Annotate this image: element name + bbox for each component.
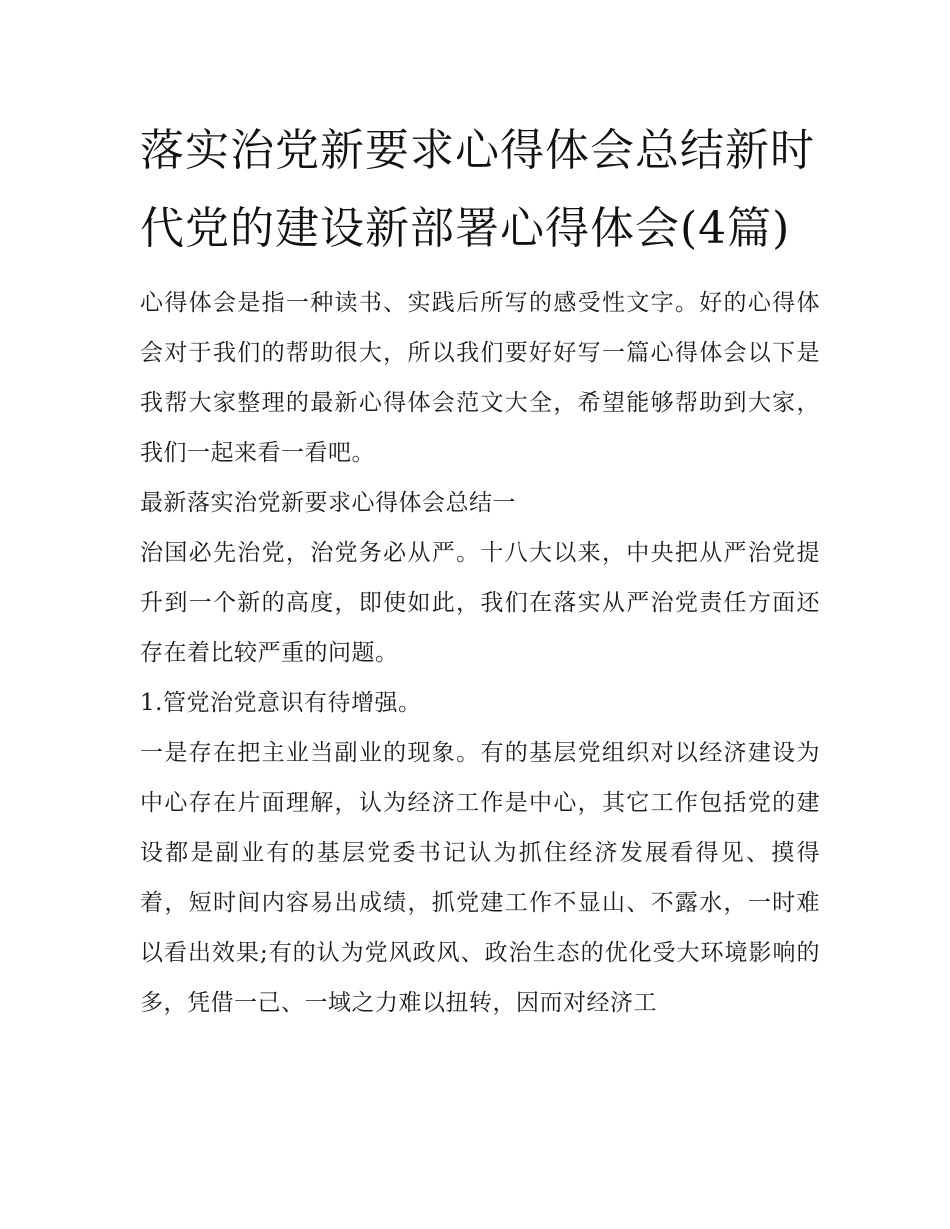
body-paragraph-2: 一是存在把主业当副业的现象。有的基层党组织对以经济建设为中心存在片面理解，认为经济工作是中心，其它工作包括党的建设都是副业有的基层党委书记认为抓住经济发展看得见、摸得着，短时间内容易出成绩，抓党建工作不显山、不露水，一时难以看出效果;有的认为党风政风、政治生态的优化受大环境影响的多，凭借一己、一域之力难以扭转，因而对经济工: [140, 740, 820, 1016]
body-paragraph-1: 治国必先治党，治党务必从严。十八大以来，中央把从严治党提升到一个新的高度，即使如此，我们在落实从严治党责任方面还存在着比较严重的问题。: [140, 540, 820, 666]
document-title: 落实治党新要求心得体会总结新时代党的建设新部署心得体会(4篇): [140, 125, 815, 254]
subheading-1: 1.管党治党意识有待增强。: [140, 690, 422, 716]
intro-paragraph: 心得体会是指一种读书、实践后所写的感受性文字。好的心得体会对于我们的帮助很大，所以我们要好好写一篇心得体会以下是我帮大家整理的最新心得体会范文大全，希望能够帮助到大家，我们一起来看一看吧。: [140, 290, 820, 466]
document-page: [140, 112, 820, 1028]
section-heading: 最新落实治党新要求心得体会总结一: [140, 490, 516, 516]
